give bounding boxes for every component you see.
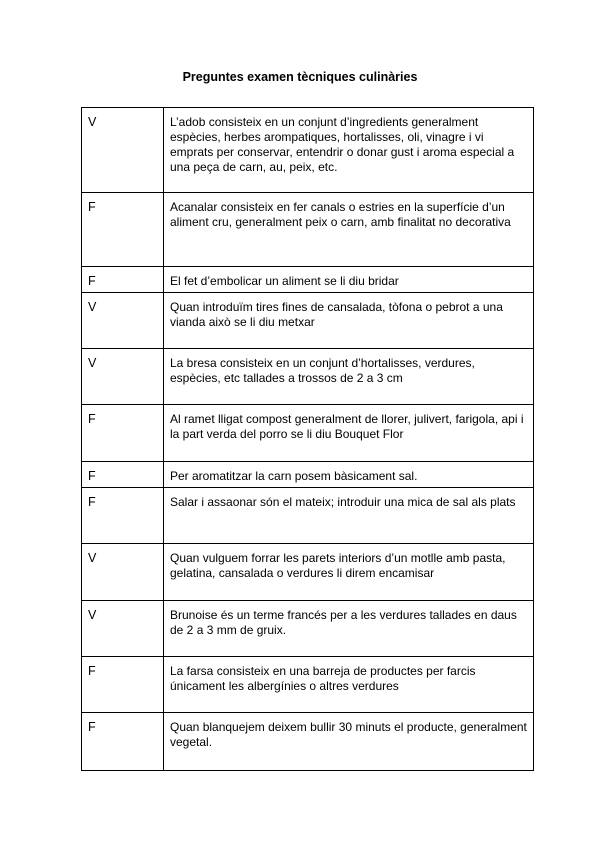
answer-cell: V [82, 601, 164, 657]
table-row [82, 405, 534, 462]
answer-cell: V [82, 293, 164, 349]
table-row [82, 544, 534, 601]
statement-cell: Acanalar consisteix en fer canals o estries en la superfície d’un aliment cru, generalment peix o carn, amb finalitat no decorativa [164, 193, 534, 267]
table-row [82, 488, 534, 544]
answer-cell: F [82, 713, 164, 771]
table-row [82, 349, 534, 405]
answer-cell: F [82, 488, 164, 544]
answer-cell: V [82, 349, 164, 405]
questions-table [81, 107, 534, 771]
table-row [82, 462, 534, 488]
statement-cell: Quan blanquejem deixem bullir 30 minuts el producte, generalment vegetal. [164, 713, 534, 771]
table-row [82, 713, 534, 771]
statement-cell: El fet d’embolicar un aliment se li diu bridar [164, 267, 534, 293]
table-row [82, 293, 534, 349]
statement-cell: L’adob consisteix en un conjunt d’ingredients generalment espècies, herbes arompatiques, hortalisses, oli, vinagre i vi emprats per conservar, entendrir o donar gust i aroma especial a una peça de carn, au, peix, etc. [164, 108, 534, 193]
answer-cell: V [82, 108, 164, 193]
table-row [82, 267, 534, 293]
statement-cell: Brunoise és un terme francés per a les verdures tallades en daus de 2 a 3 mm de gruix. [164, 601, 534, 657]
page-title: Preguntes examen tècniques culinàries [182, 70, 418, 84]
statement-cell: La farsa consisteix en una barreja de productes per farcis únicament les albergínies o altres verdures [164, 657, 534, 713]
answer-cell: F [82, 462, 164, 488]
table-row [82, 193, 534, 267]
table-row [82, 108, 534, 193]
statement-cell: Per aromatitzar la carn posem bàsicament sal. [164, 462, 534, 488]
statement-cell: Quan vulguem forrar les parets interiors d’un motlle amb pasta, gelatina, cansalada o verdures li direm encamisar [164, 544, 534, 601]
table-row [82, 601, 534, 657]
answer-cell: F [82, 405, 164, 462]
statement-cell: Salar i assaonar són el mateix; introduir una mica de sal als plats [164, 488, 534, 544]
answer-cell: F [82, 267, 164, 293]
answer-cell: F [82, 657, 164, 713]
answer-cell: V [82, 544, 164, 601]
table-row [82, 657, 534, 713]
statement-cell: Al ramet lligat compost generalment de llorer, julivert, farigola, api i la part verda del porro se li diu Bouquet Flor [164, 405, 534, 462]
statement-cell: La bresa consisteix en un conjunt d’hortalisses, verdures, espècies, etc tallades a trossos de 2 a 3 cm [164, 349, 534, 405]
statement-cell: Quan introduïm tires fines de cansalada, tòfona o pebrot a una vianda això se li diu metxar [164, 293, 534, 349]
answer-cell: F [82, 193, 164, 267]
